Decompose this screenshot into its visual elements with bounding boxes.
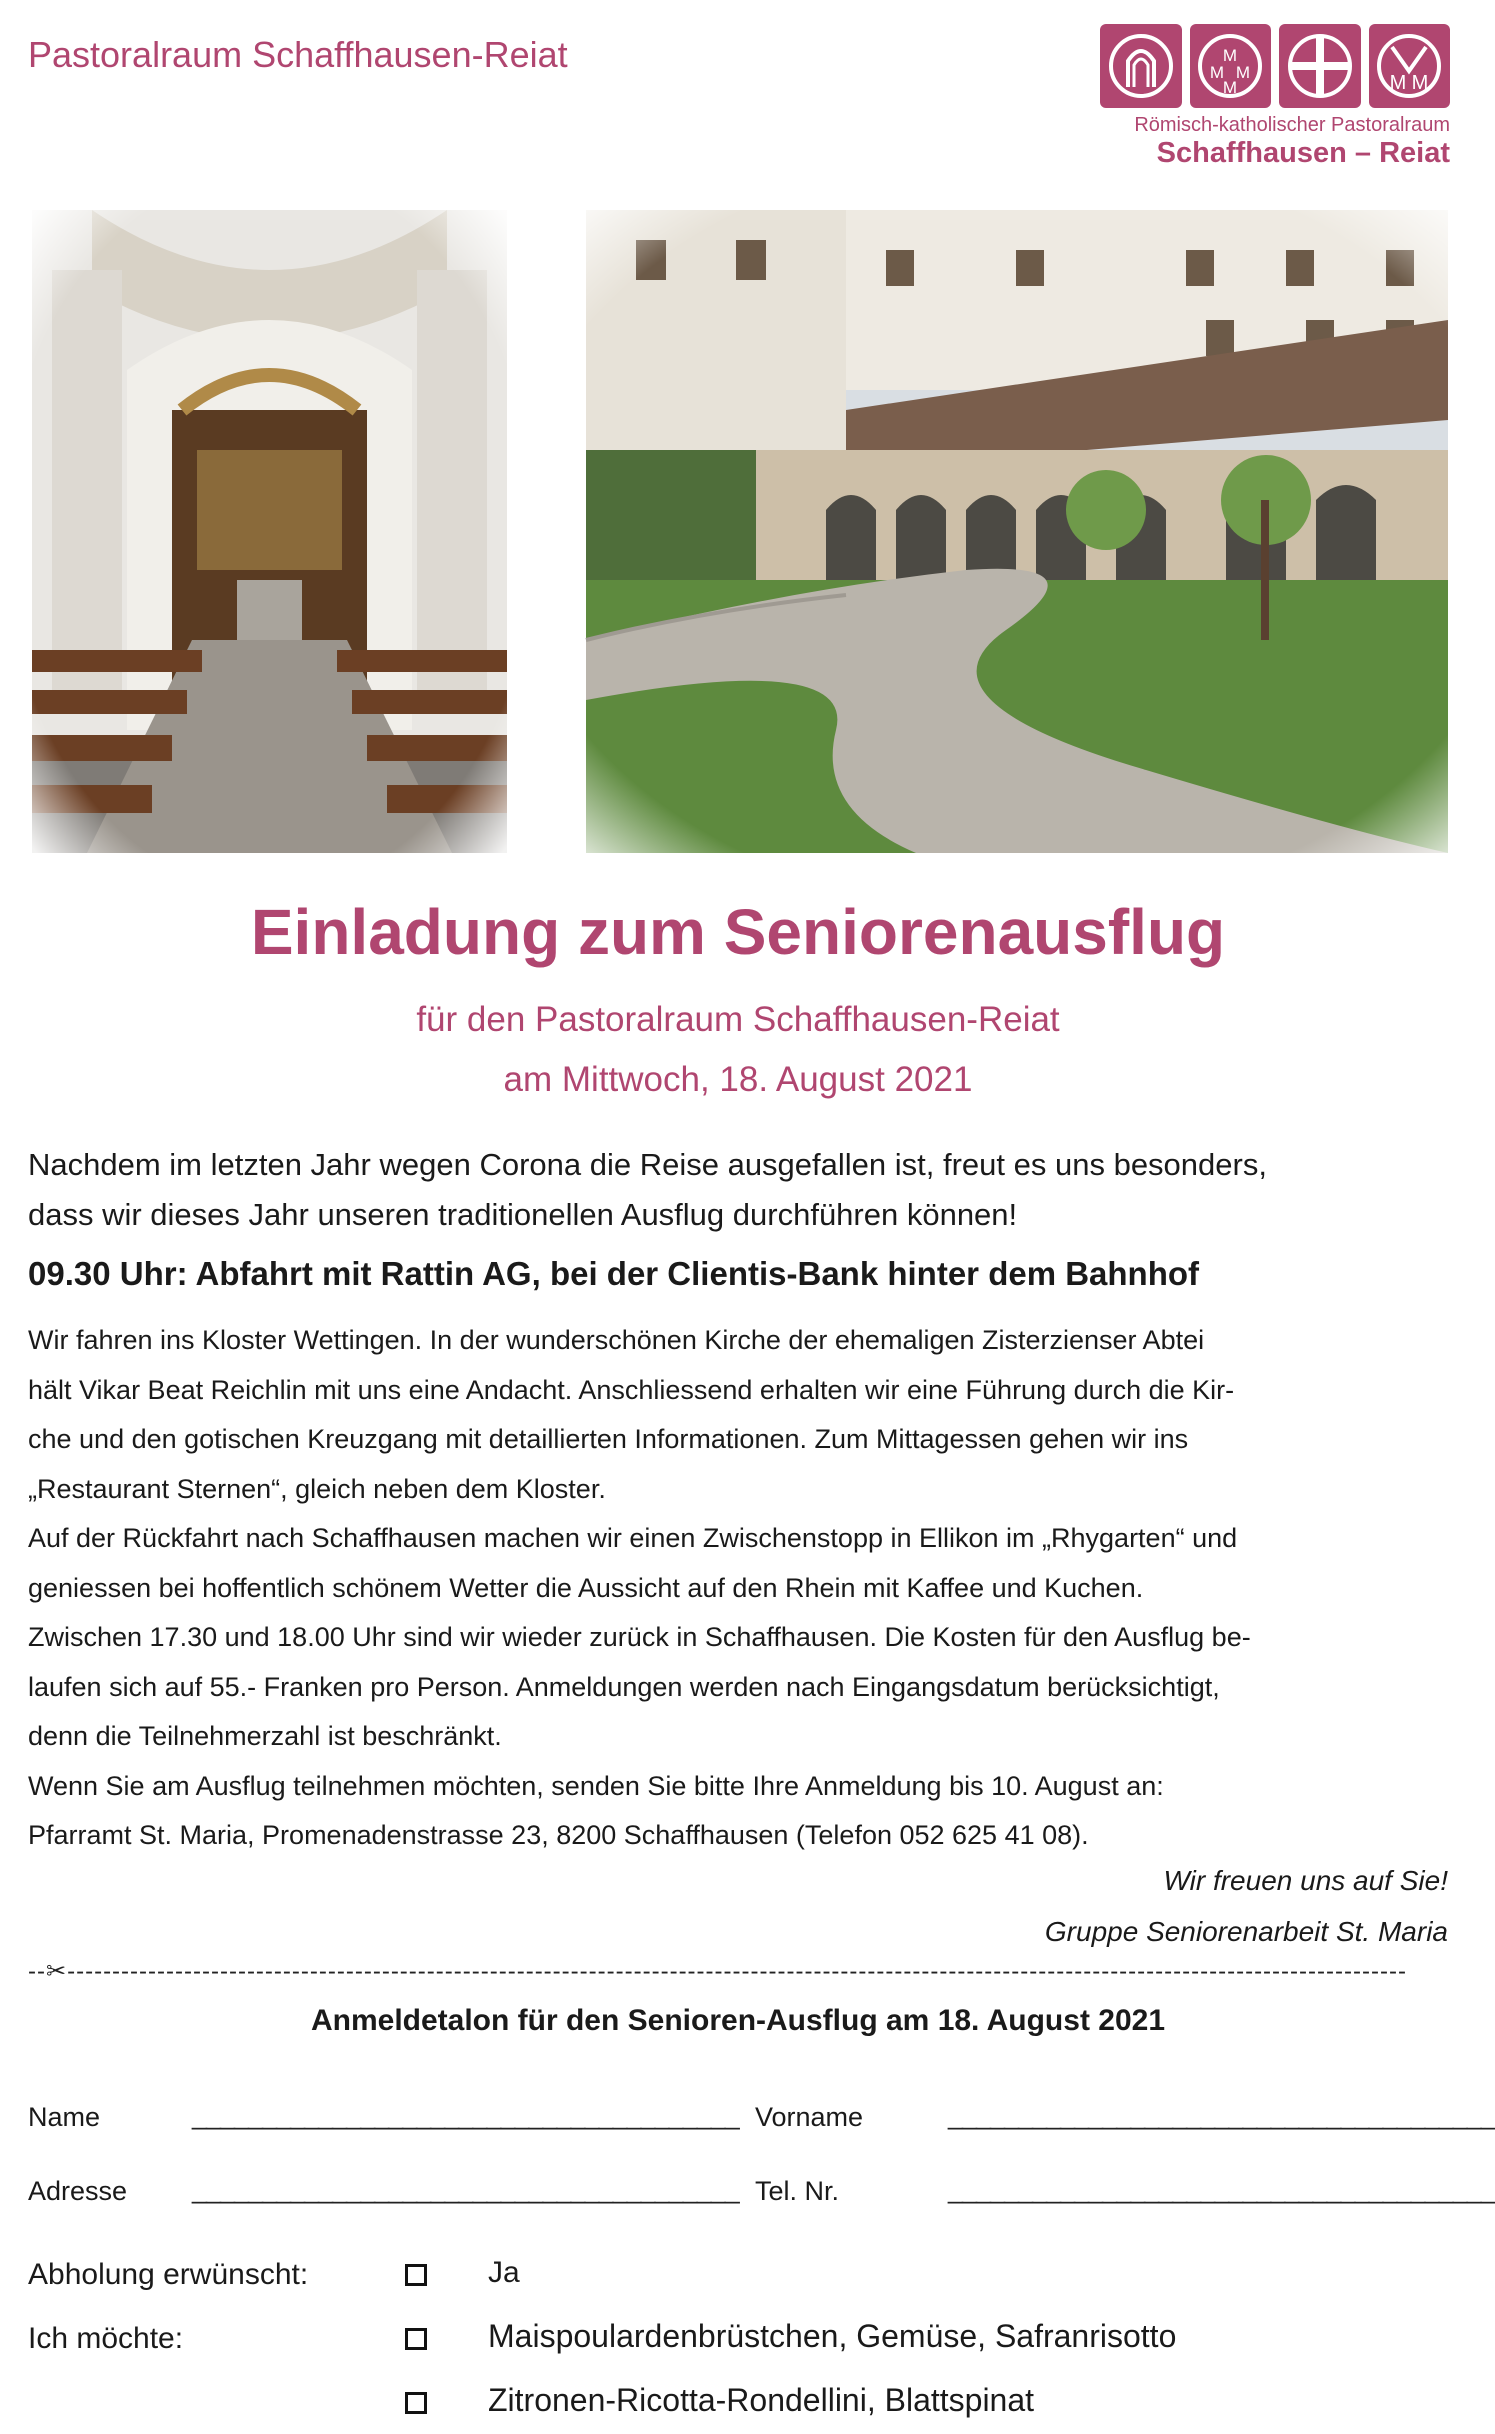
description-line: geniessen bei hoffentlich schönem Wetter die Aussicht auf den Rhein mit Kaffee und Kuchen. — [28, 1572, 1144, 1603]
pickup-label: Abholung erwünscht: — [28, 2258, 309, 2291]
description-line: hält Vikar Beat Reichlin mit uns eine Andacht. Anschliessend erhalten wir eine Führung durch die Kir- — [28, 1374, 1235, 1405]
cloister-garden-photo — [586, 210, 1448, 853]
church-window-icon — [1100, 24, 1182, 108]
closing-signature: Gruppe Seniorenarbeit St. Maria — [1044, 1916, 1448, 1947]
pickup-option-label: Ja — [488, 2256, 520, 2289]
logo-letter: M — [1223, 46, 1238, 65]
description-line: Zwischen 17.30 und 18.00 Uhr sind wir wieder zurück in Schaffhausen. Die Kosten für den Ausflug be- — [28, 1622, 1251, 1652]
logo-emblems — [1100, 24, 1450, 108]
logo-letter: M — [1411, 72, 1429, 94]
letters-mmm-icon — [1190, 24, 1272, 108]
closing-greeting: Wir freuen uns auf Sie! — [1163, 1865, 1448, 1896]
description-line: Pfarramt St. Maria, Promenadenstrasse 23, 8200 Schaffhausen (Telefon 052 625 41 08). — [28, 1820, 1089, 1850]
choice-label: Ich möchte: — [28, 2322, 184, 2355]
adresse-label: Adresse — [28, 2176, 128, 2206]
description-line: Wir fahren ins Kloster Wettingen. In der wunderschönen Kirche der ehemaligen Zisterzienser Abtei — [28, 1325, 1205, 1355]
invitation-date: am Mittwoch, 18. August 2021 — [503, 1060, 973, 1099]
pastoralraum-logo — [1100, 24, 1450, 170]
meal-option-2-label: Zitronen-Ricotta-Rondellini, Blattspinat — [488, 2382, 1035, 2418]
logo-letter: M — [1236, 63, 1251, 82]
organization-name: Pastoralraum Schaffhausen-Reiat — [28, 34, 568, 75]
invitation-subtitle: für den Pastoralraum Schaffhausen-Reiat — [416, 1000, 1060, 1039]
adresse-field[interactable]: _______________________________________ — [192, 2174, 739, 2204]
meal-option-2-checkbox[interactable] — [405, 2392, 427, 2414]
logo-subtitle: Römisch-katholischer Pastoralraum — [1134, 114, 1450, 136]
meal-option-1-checkbox[interactable] — [405, 2328, 427, 2350]
letters-vm-icon — [1369, 24, 1451, 108]
description-line: laufen sich auf 55.- Franken pro Person. Anmeldungen werden nach Eingangsdatum berücksichtigt, — [28, 1671, 1220, 1702]
scissors-icon: --✂ — [28, 1958, 68, 1985]
logo-letter: M — [1389, 72, 1407, 94]
cross-icon — [1279, 24, 1361, 108]
church-interior-photo — [32, 210, 507, 853]
invitation-title: Einladung zum Seniorenausflug — [250, 896, 1226, 968]
description-line: denn die Teilnehmerzahl ist beschränkt. — [28, 1721, 502, 1751]
description-line: che und den gotischen Kreuzgang mit detaillierten Informationen. Zum Mittagessen gehen wir ins — [28, 1424, 1189, 1454]
description-line: „Restaurant Sternen“, gleich neben dem Kloster. — [28, 1473, 606, 1504]
logo-letter: M — [1210, 63, 1225, 82]
name-field[interactable]: _______________________________________ — [192, 2100, 739, 2130]
vorname-label: Vorname — [755, 2102, 864, 2132]
lead-line-2: dass wir dieses Jahr unseren traditionellen Ausflug durchführen können! — [28, 1197, 1018, 1232]
vorname-field[interactable]: _______________________________________ — [948, 2100, 1495, 2130]
coupon-title: Anmeldetalon für den Senioren-Ausflug am 18. August 2021 — [310, 2004, 1166, 2037]
cut-line — [28, 1957, 1448, 1986]
name-label: Name — [28, 2102, 101, 2132]
description-line: Auf der Rückfahrt nach Schaffhausen machen wir einen Zwischenstopp in Ellikon im „Rhygarten“ und — [28, 1523, 1238, 1553]
logo-letter: M — [1223, 78, 1238, 97]
meal-option-1-label: Maispoulardenbrüstchen, Gemüse, Safranrisotto — [488, 2318, 1177, 2354]
dashed-line: ----------------------------------------------------------------------------------------------------------------------------------------------------- — [67, 1958, 1407, 1985]
telnr-label: Tel. Nr. — [755, 2176, 840, 2206]
pickup-checkbox[interactable] — [405, 2264, 427, 2286]
description-line: Wenn Sie am Ausflug teilnehmen möchten, senden Sie bitte Ihre Anmeldung bis 10. August an: — [28, 1770, 1164, 1801]
trip-description — [28, 1316, 1448, 1861]
logo-title: Schaffhausen – Reiat — [1156, 137, 1450, 169]
telnr-field[interactable]: _______________________________________ — [948, 2174, 1495, 2204]
lead-line-1: Nachdem im letzten Jahr wegen Corona die Reise ausgefallen ist, freut es uns besonders, — [28, 1147, 1267, 1182]
departure-heading: 09.30 Uhr: Abfahrt mit Rattin AG, bei der Clientis-Bank hinter dem Bahnhof — [28, 1255, 1200, 1292]
